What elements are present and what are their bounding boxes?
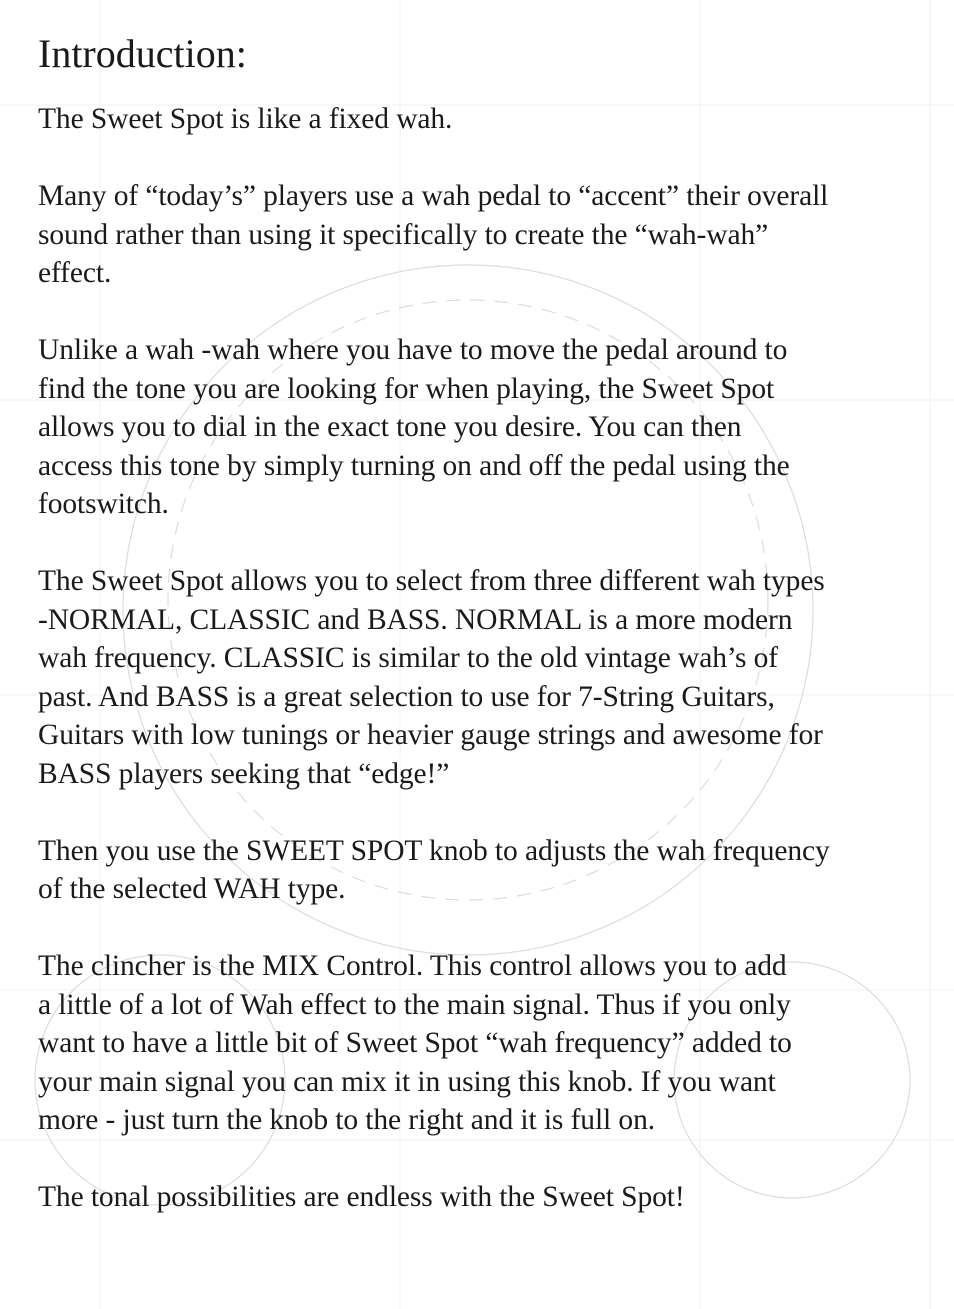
paragraph-sweet-spot-knob: Then you use the SWEET SPOT knob to adjusts the wah frequency of the selected WAH type. (38, 834, 830, 905)
paragraph-closing: The tonal possibilities are endless with the Sweet Spot! (38, 1181, 685, 1213)
page-title: Introduction: (38, 31, 247, 76)
paragraph-dial-tone: Unlike a wah -wah where you have to move the pedal around to find the tone you are looking for when playing, the Sweet Spot allows you to dial in the exact tone you desire. You can then access this tone by simply turning on and off the pedal using the footswitch. (38, 334, 790, 520)
paragraph-accent-sound: Many of “today’s” players use a wah pedal to “accent” their overall sound rather than using it specifically to create the “wah-wah” effect. (38, 180, 829, 289)
document-body (38, 28, 918, 1255)
paragraph-mix-control: The clincher is the MIX Control. This control allows you to add a little of a lot of Wah effect to the main signal. Thus if you only want to have a little bit of Sweet Spot “wah frequency” added to your main signal you can mix it in using this knob. If you want more - just turn the knob to the right and it is full on. (38, 950, 792, 1136)
paragraph-fixed-wah: The Sweet Spot is like a fixed wah. (38, 103, 453, 135)
paragraph-wah-types: The Sweet Spot allows you to select from three different wah types -NORMAL, CLASSIC and BASS. NORMAL is a more modern wah frequency. CLASSIC is similar to the old vintage wah’s of past. And BASS is a great selection to use for 7-String Guitars, Guitars with low tunings or heavier gauge strings and awesome for BASS players seeking that “edge!” (38, 565, 825, 790)
